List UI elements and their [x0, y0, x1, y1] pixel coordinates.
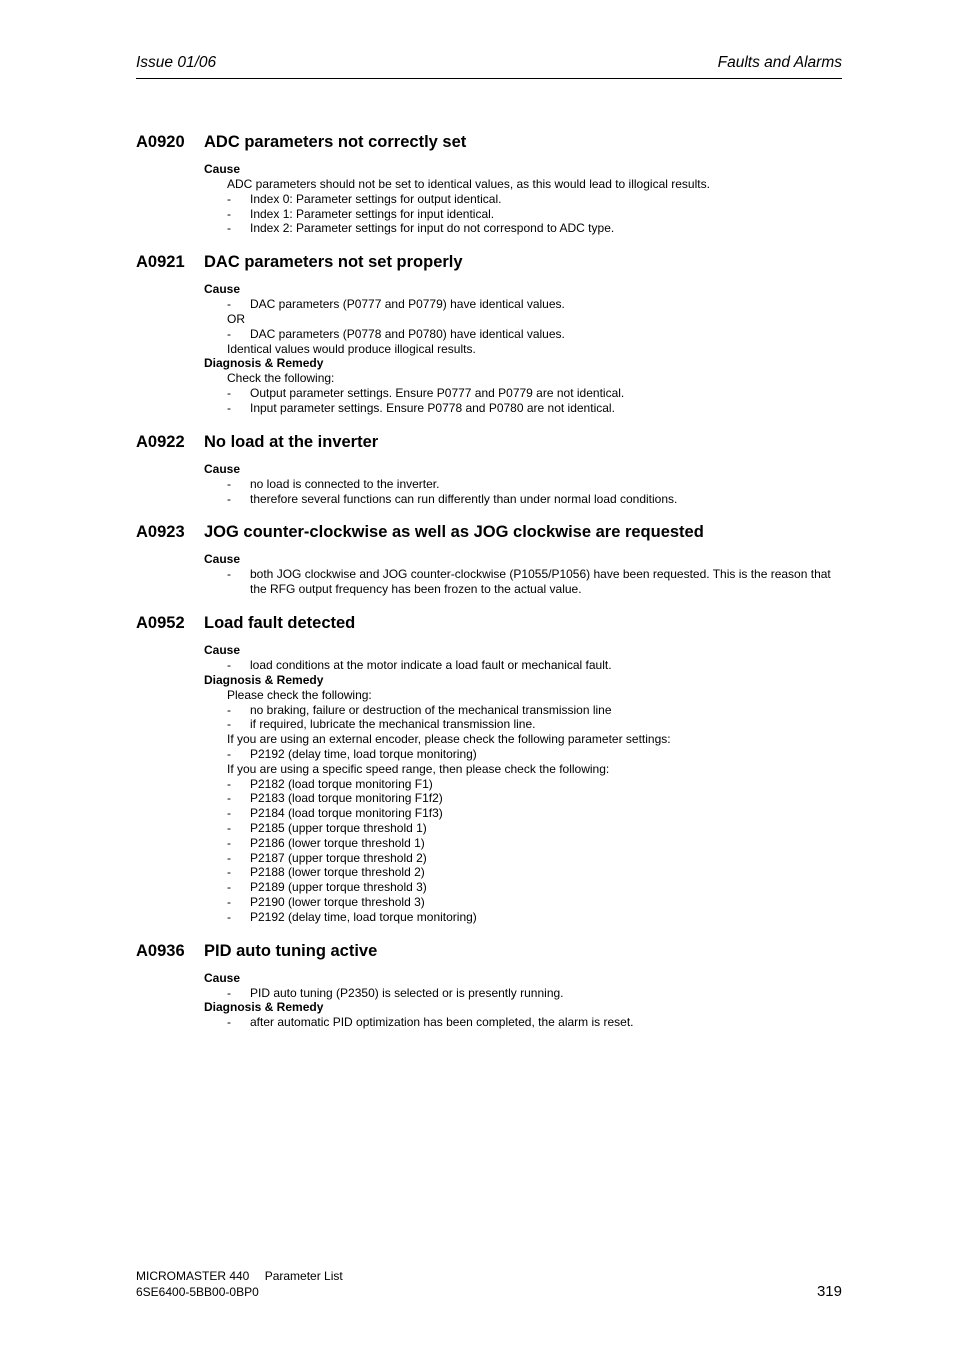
- line-text: no load is connected to the inverter.: [250, 476, 440, 491]
- text-line: [227, 342, 836, 357]
- bullet-item: [227, 747, 836, 762]
- dash-bullet: -: [227, 806, 231, 821]
- line-text: If you are using an external encoder, please check the following parameter settings:: [227, 732, 671, 747]
- text-line: [227, 688, 836, 703]
- document-type: Parameter List: [264, 1269, 343, 1283]
- dash-bullet: -: [227, 386, 231, 401]
- text-line: [227, 732, 836, 747]
- alarm-entry: [136, 432, 836, 507]
- bullet-item: [227, 1015, 836, 1030]
- dash-bullet: -: [227, 1015, 231, 1030]
- dash-bullet: -: [227, 791, 231, 806]
- section-label: Cause: [204, 552, 241, 567]
- bullet-item: [227, 477, 836, 492]
- line-text: P2183 (load torque monitoring F1f2): [250, 791, 443, 806]
- alarm-entry: [136, 522, 836, 597]
- dash-bullet: -: [227, 476, 231, 491]
- text-line: [227, 371, 836, 386]
- line-text: P2192 (delay time, load torque monitoring): [250, 909, 477, 924]
- issue-label: Issue 01/06: [136, 54, 217, 71]
- bullet-item: [227, 401, 836, 416]
- dash-bullet: -: [227, 702, 231, 717]
- alarm-code: A0952: [136, 613, 185, 632]
- bullet-item: [227, 777, 836, 792]
- page-number: 319: [816, 1283, 842, 1300]
- alarm-code: A0922: [136, 432, 185, 451]
- dash-bullet: -: [227, 985, 231, 1000]
- bullet-item: [227, 851, 836, 866]
- section-label: Cause: [204, 162, 241, 176]
- line-text: after automatic PID optimization has been completed, the alarm is reset.: [250, 1015, 634, 1030]
- dash-bullet: -: [227, 909, 231, 924]
- dash-bullet: -: [227, 206, 231, 221]
- bullet-item: [227, 567, 836, 597]
- line-text: Output parameter settings. Ensure P0777 and P0779 are not identical.: [250, 386, 625, 401]
- section-label: Cause: [204, 970, 241, 985]
- line-text: Index 2: Parameter settings for input do not correspond to ADC type.: [250, 221, 615, 236]
- bullet-item: [227, 327, 836, 342]
- alarm-entry: [136, 941, 836, 1031]
- dash-bullet: -: [227, 820, 231, 835]
- product-name: MICROMASTER 440: [136, 1269, 250, 1283]
- dash-bullet: -: [227, 191, 231, 206]
- dash-bullet: -: [227, 221, 231, 236]
- dash-bullet: -: [227, 400, 231, 415]
- section-label: Cause: [204, 642, 241, 657]
- line-text: P2189 (upper torque threshold 3): [250, 880, 427, 895]
- alarm-heading: [136, 613, 836, 633]
- alarm-code: A0921: [136, 253, 185, 272]
- line-text: P2192 (delay time, load torque monitoring): [250, 746, 477, 761]
- line-text: Check the following:: [227, 371, 335, 386]
- dash-bullet: -: [227, 776, 231, 791]
- line-text: no braking, failure or destruction of the mechanical transmission line: [250, 702, 612, 717]
- alarm-title: PID auto tuning active: [204, 941, 378, 960]
- bullet-item: [227, 986, 836, 1001]
- alarm-entry: [136, 252, 836, 416]
- dash-bullet: -: [227, 835, 231, 850]
- alarm-heading: [136, 132, 836, 152]
- line-text: Please check the following:: [227, 687, 372, 702]
- bullet-item: [227, 865, 836, 880]
- line-text: both JOG clockwise and JOG counter-clockwise (P1055/P1056) have been requested. This is the reason that the RFG output frequency has been frozen to the actual value.: [250, 567, 831, 597]
- bullet-item: [227, 703, 836, 718]
- dash-bullet: -: [227, 297, 231, 312]
- line-text: PID auto tuning (P2350) is selected or is presently running.: [250, 985, 564, 1000]
- bullet-item: [227, 895, 836, 910]
- bullet-item: [227, 880, 836, 895]
- alarm-title: ADC parameters not correctly set: [204, 133, 467, 151]
- bullet-item: [227, 386, 836, 401]
- alarm-title: JOG counter-clockwise as well as JOG clockwise are requested: [204, 523, 704, 542]
- bullet-item: [227, 910, 836, 925]
- bullet-item: [227, 821, 836, 836]
- line-text: ADC parameters should not be set to identical values, as this would lead to illogical results.: [227, 177, 710, 191]
- section-label: Diagnosis & Remedy: [204, 1000, 324, 1015]
- line-text: OR: [227, 311, 245, 326]
- section-label: Cause: [204, 461, 241, 476]
- line-text: P2182 (load torque monitoring F1): [250, 776, 433, 791]
- alarm-list: [136, 132, 836, 1046]
- bullet-item: [227, 791, 836, 806]
- bullet-item: [227, 207, 836, 222]
- bullet-item: [227, 806, 836, 821]
- line-text: if required, lubricate the mechanical transmission line.: [250, 717, 536, 732]
- line-text: P2188 (lower torque threshold 2): [250, 865, 425, 880]
- text-line: [227, 177, 836, 192]
- alarm-title: Load fault detected: [204, 613, 356, 632]
- line-text: P2186 (lower torque threshold 1): [250, 835, 425, 850]
- dash-bullet: -: [227, 746, 231, 761]
- dash-bullet: -: [227, 326, 231, 341]
- text-line: [227, 762, 836, 777]
- alarm-title: No load at the inverter: [204, 432, 379, 451]
- dash-bullet: -: [227, 880, 231, 895]
- line-text: P2184 (load torque monitoring F1f3): [250, 806, 443, 821]
- line-text: Identical values would produce illogical results.: [227, 341, 476, 356]
- line-text: P2185 (upper torque threshold 1): [250, 820, 427, 835]
- chapter-title: Faults and Alarms: [717, 54, 842, 71]
- bullet-item: [227, 836, 836, 851]
- line-text: P2187 (upper torque threshold 2): [250, 850, 427, 865]
- alarm-heading: [136, 432, 836, 452]
- dash-bullet: -: [227, 567, 231, 582]
- alarm-heading: [136, 252, 836, 272]
- bullet-item: [227, 492, 836, 507]
- dash-bullet: -: [227, 850, 231, 865]
- dash-bullet: -: [227, 894, 231, 909]
- bullet-item: [227, 192, 836, 207]
- section-label: Cause: [204, 282, 241, 297]
- bullet-item: [227, 297, 836, 312]
- dash-bullet: -: [227, 657, 231, 672]
- bullet-item: [227, 717, 836, 732]
- alarm-entry: [136, 132, 836, 236]
- section-label: Diagnosis & Remedy: [204, 672, 324, 687]
- line-text: Input parameter settings. Ensure P0778 and P0780 are not identical.: [250, 400, 615, 415]
- alarm-heading: [136, 941, 836, 961]
- alarm-title: DAC parameters not set properly: [204, 253, 463, 272]
- alarm-heading: [136, 522, 836, 542]
- line-text: therefore several functions can run differently than under normal load conditions.: [250, 491, 678, 506]
- text-line: [227, 312, 836, 327]
- alarm-code: A0923: [136, 523, 185, 542]
- dash-bullet: -: [227, 491, 231, 506]
- alarm-code: A0936: [136, 941, 185, 960]
- line-text: DAC parameters (P0777 and P0779) have identical values.: [250, 297, 565, 312]
- alarm-code: A0920: [136, 133, 185, 151]
- line-text: Index 1: Parameter settings for input identical.: [250, 206, 495, 221]
- page-footer: [136, 1268, 343, 1300]
- line-text: load conditions at the motor indicate a load fault or mechanical fault.: [250, 657, 612, 672]
- order-number: 6SE6400-5BB00-0BP0: [136, 1285, 259, 1299]
- section-label: Diagnosis & Remedy: [204, 356, 324, 371]
- line-text: DAC parameters (P0778 and P0780) have identical values.: [250, 326, 565, 341]
- dash-bullet: -: [227, 865, 231, 880]
- line-text: P2190 (lower torque threshold 3): [250, 894, 425, 909]
- alarm-entry: [136, 613, 836, 925]
- line-text: Index 0: Parameter settings for output identical.: [250, 191, 502, 206]
- page-header: [136, 54, 842, 79]
- dash-bullet: -: [227, 717, 231, 732]
- bullet-item: [227, 658, 836, 673]
- bullet-item: [227, 221, 836, 236]
- line-text: If you are using a specific speed range, then please check the following:: [227, 761, 610, 776]
